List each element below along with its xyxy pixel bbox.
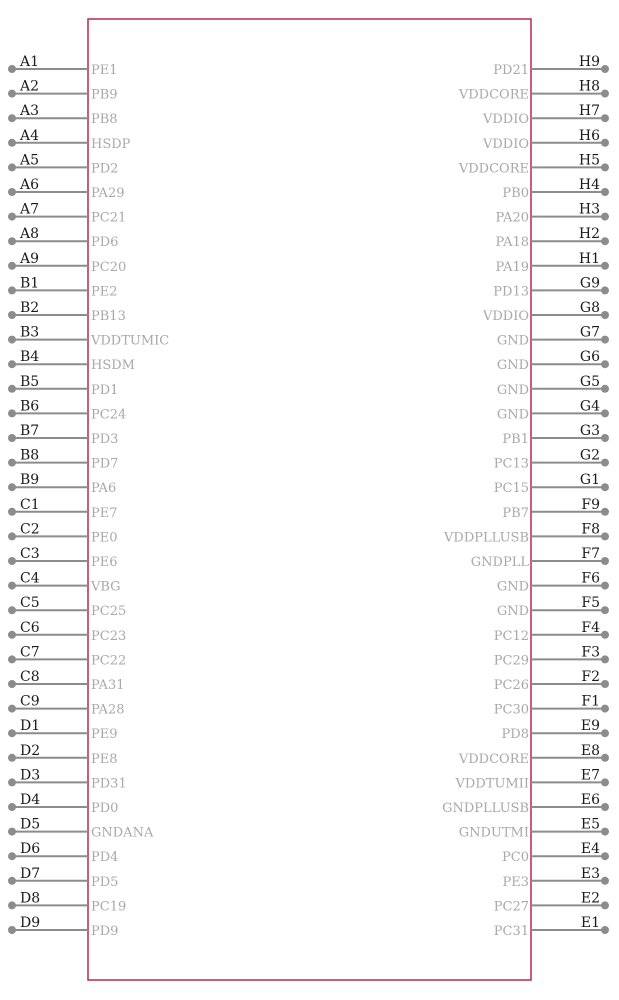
pin-terminal-dot — [8, 680, 16, 688]
pin-number: A2 — [20, 78, 40, 95]
pin-G8 — [482, 300, 609, 324]
pin-A7 — [8, 202, 126, 226]
pin-G1 — [494, 472, 609, 496]
pin-terminal-dot — [601, 459, 609, 467]
pin-number: F2 — [581, 669, 600, 685]
pin-terminal-dot — [8, 606, 16, 614]
pin-terminal-dot — [601, 385, 609, 393]
pin-terminal-dot — [601, 926, 609, 934]
pin-terminal-dot — [8, 508, 16, 516]
pin-number: B3 — [20, 324, 40, 341]
pin-number: H4 — [578, 177, 600, 193]
pin-number: G9 — [579, 275, 600, 292]
pin-name: GNDUTMI — [458, 825, 529, 841]
pin-terminal-dot — [601, 237, 609, 245]
pin-terminal-dot — [8, 139, 16, 147]
pin-B1 — [8, 275, 118, 299]
pin-terminal-dot — [8, 163, 16, 171]
pin-number: B8 — [20, 447, 40, 464]
pin-H2 — [496, 226, 609, 250]
pin-number: F8 — [581, 521, 600, 538]
pin-terminal-dot — [8, 926, 16, 934]
pin-E1 — [494, 915, 609, 939]
pin-number: D9 — [20, 915, 41, 931]
pin-name: PE6 — [91, 555, 118, 570]
pin-number: A9 — [20, 250, 40, 267]
pin-C3 — [8, 546, 118, 570]
pin-name: GNDANA — [91, 825, 154, 841]
pin-F8 — [443, 521, 609, 545]
pin-G3 — [502, 423, 609, 447]
pin-F7 — [471, 546, 609, 570]
pin-number: C3 — [20, 546, 40, 562]
pin-name: PD9 — [91, 924, 119, 939]
pin-B8 — [8, 448, 118, 472]
pin-terminal-dot — [601, 360, 609, 368]
pin-terminal-dot — [601, 754, 609, 762]
pin-number: D7 — [20, 865, 41, 882]
pin-number: A4 — [20, 127, 40, 144]
pin-number: B1 — [20, 275, 40, 292]
pin-terminal-dot — [8, 385, 16, 393]
pin-name: PC30 — [493, 702, 529, 718]
pin-number: C9 — [20, 693, 40, 710]
pin-terminal-dot — [601, 705, 609, 713]
pin-terminal-dot — [8, 237, 16, 245]
pin-B5 — [8, 374, 118, 398]
pin-name: PC0 — [502, 850, 529, 866]
pin-terminal-dot — [601, 114, 609, 122]
pin-terminal-dot — [601, 852, 609, 860]
pin-name: PC27 — [493, 899, 529, 915]
pin-terminal-dot — [601, 409, 609, 417]
pin-B9 — [8, 472, 116, 496]
pin-name: VDDTUMII — [455, 776, 529, 792]
pin-terminal-dot — [8, 409, 16, 417]
pin-C2 — [8, 521, 118, 545]
pin-name: PE3 — [502, 874, 529, 890]
pin-name: PE2 — [91, 284, 118, 300]
pin-name: PC19 — [91, 899, 127, 915]
pin-A5 — [8, 152, 118, 176]
pin-name: PC12 — [493, 628, 529, 644]
pin-terminal-dot — [601, 729, 609, 737]
pin-name: VBG — [91, 579, 121, 595]
pin-E8 — [458, 743, 609, 767]
pin-name: VDDCORE — [458, 751, 529, 767]
pin-name: PC29 — [493, 653, 529, 669]
pin-number: A8 — [20, 226, 40, 243]
pin-terminal-dot — [8, 90, 16, 98]
pin-name: PA31 — [91, 678, 125, 693]
pin-name: PC25 — [91, 604, 127, 620]
pin-terminal-dot — [8, 213, 16, 221]
pin-number: F6 — [581, 570, 600, 587]
pin-number: D2 — [20, 742, 41, 759]
pin-name: PD13 — [493, 284, 529, 300]
pin-number: B4 — [20, 349, 40, 366]
pin-H7 — [482, 103, 609, 127]
pin-F5 — [497, 595, 609, 619]
pin-D7 — [8, 866, 118, 890]
pin-name: PE0 — [91, 530, 118, 546]
pin-number: H7 — [578, 103, 600, 120]
pin-terminal-dot — [601, 213, 609, 221]
pin-C4 — [8, 571, 121, 595]
pin-D4 — [8, 792, 118, 816]
pin-E2 — [494, 890, 609, 914]
pin-E4 — [502, 841, 609, 865]
pin-name: VDDIO — [482, 309, 529, 324]
pin-number: H5 — [578, 152, 600, 169]
pin-number: F9 — [581, 496, 600, 513]
pin-terminal-dot — [601, 582, 609, 590]
pin-number: A5 — [20, 152, 40, 169]
pin-terminal-dot — [8, 655, 16, 663]
pin-D9 — [8, 915, 118, 939]
pin-number: D1 — [20, 718, 41, 735]
pin-terminal-dot — [601, 262, 609, 270]
pin-terminal-dot — [601, 901, 609, 909]
pin-number: E6 — [580, 792, 600, 808]
pin-name: PD5 — [91, 874, 119, 890]
pin-terminal-dot — [8, 65, 16, 73]
pin-number: F3 — [581, 644, 600, 661]
pin-E9 — [502, 718, 609, 742]
pin-number: C1 — [20, 496, 40, 513]
pin-E7 — [455, 767, 609, 791]
pin-number: B6 — [20, 398, 40, 415]
pin-terminal-dot — [8, 459, 16, 467]
pin-E3 — [502, 866, 609, 890]
pin-number: G6 — [579, 349, 600, 366]
pin-terminal-dot — [8, 754, 16, 762]
pin-number: H9 — [578, 54, 600, 70]
pin-number: E9 — [580, 718, 600, 735]
pin-A1 — [8, 54, 118, 78]
pin-A8 — [8, 226, 118, 250]
pin-name: VDDPLLUSB — [444, 530, 529, 546]
pin-terminal-dot — [8, 852, 16, 860]
pin-name: GND — [496, 579, 529, 595]
pin-H9 — [493, 54, 609, 78]
pin-number: C2 — [20, 521, 40, 538]
pin-name: GNDPLL — [470, 555, 529, 570]
pin-terminal-dot — [8, 877, 16, 885]
pin-name: PD2 — [91, 161, 119, 177]
pin-H6 — [482, 128, 609, 152]
pin-name: PB7 — [502, 505, 529, 521]
pin-F9 — [502, 497, 609, 521]
pin-number: D3 — [20, 767, 41, 784]
pin-name: PC13 — [493, 456, 529, 472]
pin-name: PD3 — [91, 432, 119, 447]
pin-name: PA19 — [495, 259, 529, 275]
pin-name: PD8 — [501, 727, 529, 743]
pin-A3 — [8, 103, 118, 127]
pin-terminal-dot — [601, 557, 609, 565]
pin-C1 — [8, 497, 118, 521]
pin-name: VDDTUMIC — [91, 333, 170, 349]
pin-number: C5 — [20, 595, 40, 612]
pin-terminal-dot — [8, 360, 16, 368]
pin-name: PD21 — [493, 63, 529, 78]
pin-number: B5 — [20, 373, 40, 390]
pin-name: PB9 — [91, 87, 118, 103]
pin-number: D4 — [20, 792, 41, 808]
pin-terminal-dot — [8, 631, 16, 639]
pin-number: E3 — [580, 865, 600, 882]
pin-terminal-dot — [8, 582, 16, 590]
pin-terminal-dot — [601, 336, 609, 344]
pin-number: D5 — [20, 816, 41, 833]
pin-name: PA20 — [495, 210, 529, 226]
pin-name: PD7 — [91, 456, 119, 472]
pin-name: PE7 — [91, 505, 118, 521]
pin-name: PB1 — [502, 432, 529, 447]
pin-B6 — [8, 398, 126, 422]
pin-terminal-dot — [601, 778, 609, 786]
pin-number: G2 — [579, 447, 600, 464]
pin-number: B7 — [20, 423, 40, 439]
pin-number: G8 — [579, 300, 600, 316]
pin-C6 — [8, 620, 126, 644]
pin-C7 — [8, 644, 126, 668]
pin-terminal-dot — [8, 803, 16, 811]
pin-number: C7 — [20, 644, 40, 661]
pin-name: GND — [496, 604, 529, 620]
pin-terminal-dot — [601, 803, 609, 811]
pin-name: PC22 — [91, 653, 127, 669]
pin-terminal-dot — [8, 188, 16, 196]
pin-name: PA28 — [91, 702, 125, 718]
pin-name: PB0 — [502, 186, 529, 201]
pin-number: C4 — [20, 570, 40, 587]
pin-number: E8 — [580, 742, 600, 759]
pin-D1 — [8, 718, 118, 742]
pin-name: PB13 — [91, 309, 126, 324]
pin-terminal-dot — [8, 483, 16, 491]
pin-terminal-dot — [8, 262, 16, 270]
pin-name: VDDIO — [482, 112, 529, 128]
pin-name: GND — [496, 358, 529, 374]
pin-terminal-dot — [8, 705, 16, 713]
pin-terminal-dot — [601, 434, 609, 442]
pin-terminal-dot — [8, 311, 16, 319]
pin-name: PD6 — [91, 235, 119, 251]
pin-G5 — [497, 374, 609, 398]
pin-D3 — [8, 767, 127, 791]
pin-terminal-dot — [8, 828, 16, 836]
pin-number: G5 — [579, 373, 600, 390]
pin-number: A1 — [20, 54, 40, 70]
pin-terminal-dot — [601, 631, 609, 639]
pin-F4 — [494, 620, 609, 644]
pin-name: HSDP — [91, 136, 131, 152]
pin-terminal-dot — [8, 114, 16, 122]
pin-number: E1 — [580, 915, 600, 931]
pin-name: HSDM — [91, 358, 135, 374]
pin-terminal-dot — [601, 163, 609, 171]
pin-number: D8 — [20, 890, 41, 907]
pin-D8 — [8, 890, 126, 914]
pin-name: PC26 — [493, 678, 529, 693]
pin-D5 — [8, 817, 154, 841]
pin-number: A7 — [20, 201, 40, 218]
pin-H5 — [458, 152, 609, 176]
pin-name: PC31 — [493, 924, 529, 939]
pin-A9 — [8, 251, 126, 275]
pin-number: G4 — [579, 398, 600, 415]
pin-number: F4 — [581, 619, 600, 636]
pin-H8 — [458, 79, 609, 103]
pin-H4 — [502, 177, 609, 201]
pin-name: VDDCORE — [458, 161, 529, 177]
pin-G4 — [497, 398, 609, 422]
pin-terminal-dot — [601, 311, 609, 319]
pin-name: PD31 — [91, 776, 127, 792]
pin-number: E2 — [580, 890, 600, 907]
pin-terminal-dot — [601, 877, 609, 885]
pin-number: A3 — [20, 103, 40, 120]
pin-B2 — [8, 300, 126, 324]
pin-terminal-dot — [8, 434, 16, 442]
pin-terminal-dot — [8, 729, 16, 737]
pin-number: G7 — [579, 324, 600, 341]
pin-B4 — [8, 349, 135, 373]
pin-number: E7 — [580, 767, 600, 784]
pin-G2 — [494, 448, 609, 472]
pin-name: PD0 — [91, 801, 119, 816]
pin-name: PC15 — [493, 481, 529, 497]
pin-number: H6 — [578, 127, 600, 144]
pin-name: VDDIO — [482, 136, 529, 152]
pin-number: H1 — [578, 250, 600, 267]
pin-name: PC21 — [91, 210, 127, 226]
pin-name: GND — [496, 333, 529, 349]
pin-terminal-dot — [601, 680, 609, 688]
pin-name: GND — [496, 382, 529, 398]
pin-name: PA6 — [91, 481, 117, 497]
pin-C9 — [8, 694, 124, 718]
pin-number: E5 — [580, 816, 600, 833]
pin-name: VDDCORE — [458, 87, 529, 103]
pin-terminal-dot — [601, 508, 609, 516]
pin-name: PC23 — [91, 628, 127, 644]
pin-terminal-dot — [8, 532, 16, 540]
pin-F3 — [494, 644, 609, 668]
pin-number: F7 — [581, 546, 600, 562]
pin-name: PD1 — [91, 382, 119, 398]
pin-name: PC24 — [91, 407, 127, 423]
pin-terminal-dot — [601, 532, 609, 540]
pin-terminal-dot — [601, 139, 609, 147]
pin-terminal-dot — [601, 655, 609, 663]
pin-F2 — [494, 669, 609, 693]
pin-number: F5 — [581, 595, 600, 612]
pin-E6 — [442, 792, 609, 816]
pin-number: B9 — [20, 472, 40, 489]
pin-name: PA18 — [495, 235, 529, 251]
pin-number: H8 — [578, 78, 600, 95]
pin-F6 — [497, 571, 609, 595]
pin-terminal-dot — [8, 557, 16, 565]
pin-H3 — [496, 202, 609, 226]
pin-A2 — [8, 79, 118, 103]
pin-G9 — [493, 275, 609, 299]
pin-name: PE9 — [91, 727, 118, 743]
pin-terminal-dot — [8, 336, 16, 344]
pin-number: B2 — [20, 300, 40, 316]
pin-name: PD4 — [91, 850, 119, 866]
pin-terminal-dot — [601, 828, 609, 836]
pin-B7 — [8, 423, 118, 447]
pin-D2 — [8, 743, 118, 767]
pin-name: GND — [496, 407, 529, 423]
pin-name: PC20 — [91, 259, 127, 275]
pin-name: PE1 — [91, 63, 118, 78]
pin-terminal-dot — [601, 606, 609, 614]
pin-terminal-dot — [601, 483, 609, 491]
pin-number: E4 — [580, 841, 600, 858]
right-pin-group — [442, 54, 609, 939]
pin-G6 — [497, 349, 609, 373]
pin-number: G3 — [579, 423, 600, 439]
pin-terminal-dot — [8, 286, 16, 294]
pin-terminal-dot — [8, 778, 16, 786]
pin-terminal-dot — [601, 90, 609, 98]
pin-C8 — [8, 669, 124, 693]
pin-terminal-dot — [601, 65, 609, 73]
pin-terminal-dot — [601, 188, 609, 196]
pin-number: D6 — [20, 841, 41, 858]
pin-A4 — [8, 128, 131, 152]
pin-name: PE8 — [91, 751, 118, 767]
pin-C5 — [8, 595, 126, 619]
pin-number: H3 — [578, 201, 600, 218]
pin-number: A6 — [20, 177, 40, 193]
pin-number: C8 — [20, 669, 40, 685]
pin-terminal-dot — [601, 286, 609, 294]
pin-G7 — [497, 325, 609, 349]
pin-name: PB8 — [91, 112, 118, 128]
pin-number: H2 — [578, 226, 600, 243]
pin-terminal-dot — [8, 901, 16, 909]
pin-number: F1 — [581, 693, 600, 710]
pin-name: PA29 — [91, 186, 125, 201]
pin-A6 — [8, 177, 124, 201]
pin-name: GNDPLLUSB — [442, 801, 529, 816]
pin-H1 — [496, 251, 609, 275]
pin-number: C6 — [20, 619, 40, 636]
pin-number: G1 — [579, 472, 600, 489]
pin-E5 — [459, 817, 609, 841]
pin-D6 — [8, 841, 118, 865]
pin-F1 — [494, 694, 609, 718]
